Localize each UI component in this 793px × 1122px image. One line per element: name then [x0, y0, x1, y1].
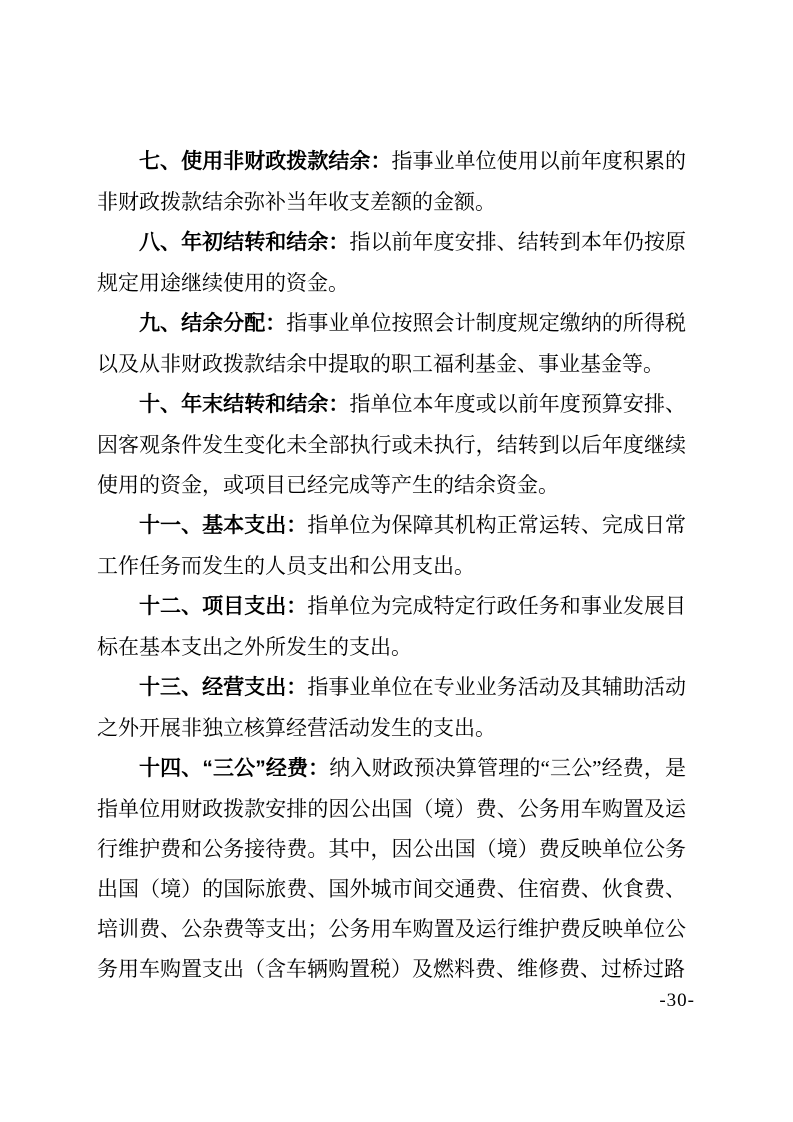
- term-definition: 指单位为完成特定行政任务和事业发展目标在基本支出之外所发生的支出。: [97, 594, 687, 659]
- definition-paragraph: [97, 586, 686, 667]
- definition-paragraph: [97, 667, 686, 748]
- term-label: 十一、基本支出：: [139, 514, 308, 537]
- definition-paragraph: [97, 222, 686, 303]
- term-definition: 纳入财政预决算管理的“三公”经费，是指单位用财政拨款安排的因公出国（境）费、公务用车购置及运行维护费和公务接待费。其中，因公出国（境）费反映单位公务出国（境）的国际旅费、国外城市间交通费、住宿费、伙食费、培训费、公杂费等支出；公务用车购置及运行维护费反映单位公务用车购置支出（含车辆购置税）及燃料费、维修费、过桥过路: [97, 756, 687, 981]
- term-label: 十二、项目支出：: [139, 595, 308, 618]
- page-number: -30-: [659, 990, 695, 1011]
- term-definition: 指以前年度安排、结转到本年仍按原规定用途继续使用的资金。: [97, 230, 687, 295]
- term-label: 八、年初结转和结余：: [139, 231, 350, 254]
- term-label: 九、结余分配：: [139, 312, 287, 335]
- document-body: [97, 141, 686, 989]
- term-definition: 指单位为保障其机构正常运转、完成日常工作任务而发生的人员支出和公用支出。: [97, 513, 687, 578]
- definition-paragraph: [97, 748, 686, 989]
- term-definition: 指事业单位在专业业务活动及其辅助活动之外开展非独立核算经营活动发生的支出。: [97, 675, 687, 740]
- term-definition: 指事业单位按照会计制度规定缴纳的所得税以及从非财政拨款结余中提取的职工福利基金、事业基金等。: [97, 311, 686, 376]
- term-label: 十三、经营支出：: [139, 676, 308, 699]
- definition-paragraph: [97, 303, 686, 384]
- term-label: 十四、“三公”经费：: [139, 757, 330, 780]
- definition-paragraph: [97, 141, 686, 222]
- term-label: 十、年末结转和结余：: [139, 393, 350, 416]
- term-definition: 指事业单位使用以前年度积累的非财政拨款结余弥补当年收支差额的金额。: [97, 149, 687, 214]
- definition-paragraph: [97, 384, 686, 505]
- term-label: 七、使用非财政拨款结余：: [139, 150, 392, 173]
- term-definition: 指单位本年度或以前年度预算安排、因客观条件发生变化未全部执行或未执行，结转到以后年度继续使用的资金，或项目已经完成等产生的结余资金。: [97, 392, 687, 497]
- definition-paragraph: [97, 505, 686, 586]
